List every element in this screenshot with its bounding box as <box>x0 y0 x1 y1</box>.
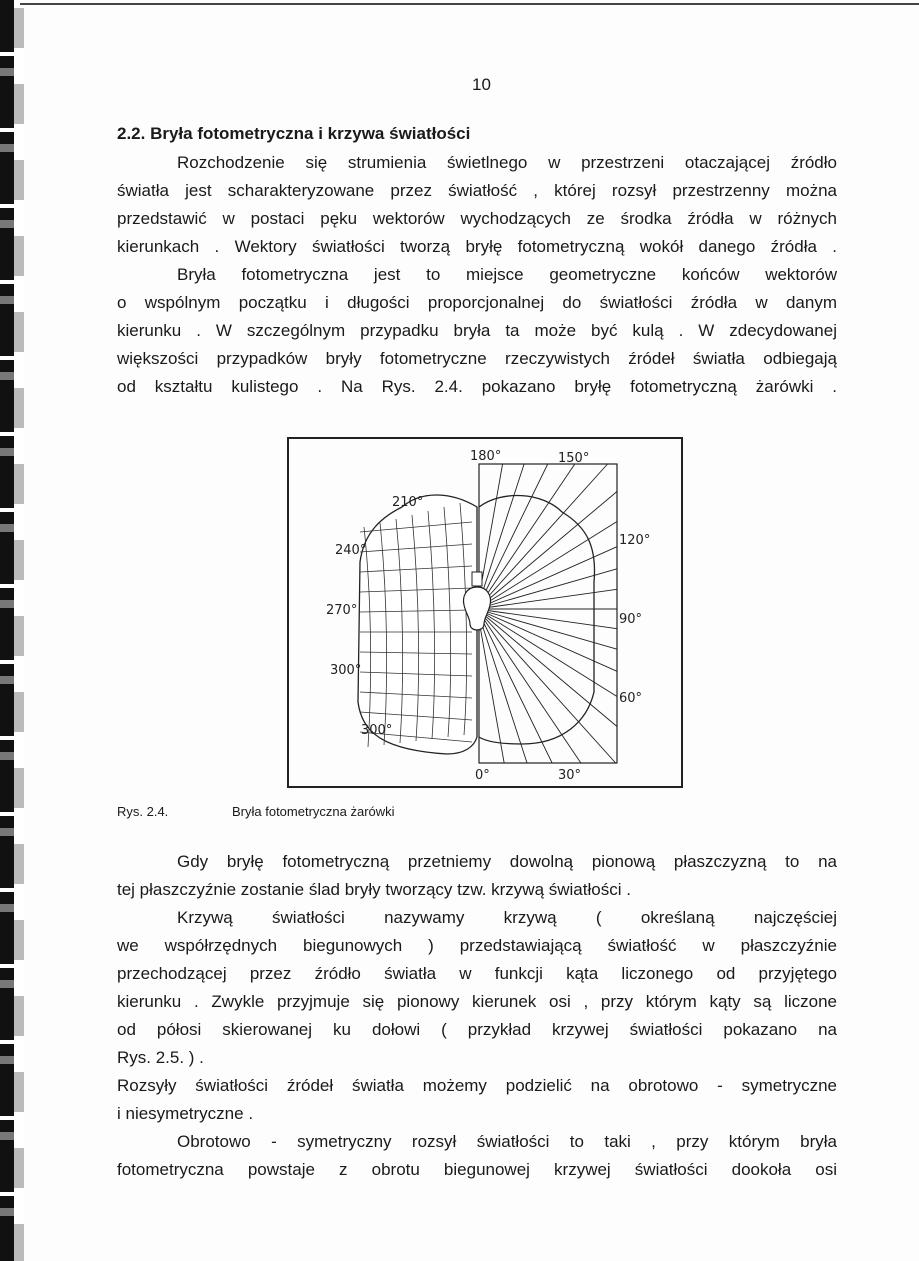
angle-label: 210° <box>392 495 424 510</box>
angle-label: 300° <box>361 723 393 738</box>
paragraph-2 <box>117 261 837 401</box>
text-line: kierunku . W szczególnym przypadku bryła ta może być kulą . W zdecydowanej <box>117 321 837 340</box>
text-line: od kształtu kulistego . Na Rys. 2.4. pokazano bryłę fotometryczną żarówki . <box>117 377 837 396</box>
section-heading: 2.2. Bryła fotometryczna i krzywa światłości <box>117 124 471 143</box>
angle-label: 240° <box>335 543 367 558</box>
angle-label: 0° <box>475 768 490 783</box>
text-line: przechodzącej przez źródło światła w funkcji kąta liczonego od przyjętego <box>117 964 837 983</box>
binding-strip-edge <box>14 0 24 1261</box>
angle-label: 300° <box>330 663 362 678</box>
angle-label: 150° <box>558 451 590 466</box>
figure-caption-text: Bryła fotometryczna żarówki <box>232 804 395 819</box>
light-vectors <box>477 464 617 763</box>
angle-label: 30° <box>558 768 582 783</box>
text-line: we współrzędnych biegunowych ) przedstawiającą światłość w płaszczyźnie <box>117 936 837 955</box>
ray-line <box>477 569 617 609</box>
paragraph-6 <box>117 1128 837 1184</box>
ray-line <box>477 492 617 609</box>
ray-line <box>477 464 608 609</box>
angle-label: 90° <box>619 612 643 627</box>
text-line: światła jest scharakteryzowane przez światłość , której rozsył przestrzenny można <box>117 181 837 200</box>
paragraph-1 <box>117 149 837 261</box>
text-line: kierunkach . Wektory światłości tworzą bryłę fotometryczną wokół danego źródła . <box>117 237 837 256</box>
ray-line <box>477 609 504 763</box>
figure-caption-number: Rys. 2.4. <box>117 804 169 819</box>
text-line: większości przypadków bryły fotometryczne rzeczywistych źródeł światła odbiegają <box>117 349 837 368</box>
angle-label: 180° <box>470 449 502 464</box>
paragraph-4 <box>117 904 837 1072</box>
angle-label: 270° <box>326 603 358 618</box>
ray-line <box>477 609 617 649</box>
text-line: Rozchodzenie się strumienia świetlnego w przestrzeni otaczającej źródło <box>177 153 837 172</box>
ray-line <box>477 609 617 726</box>
photometric-solid-drawing <box>289 439 681 786</box>
text-line: Bryła fotometryczna jest to miejsce geometryczne końców wektorów <box>177 265 837 284</box>
text-line: Rozsyły światłości źródeł światła możemy podzielić na obrotowo - symetryczne <box>117 1076 837 1095</box>
text-line: tej płaszczyźnie zostanie ślad bryły tworzący tzw. krzywą światłości . <box>117 880 631 899</box>
figure-photometric-solid <box>287 437 683 788</box>
ray-line <box>477 464 524 609</box>
paragraph-3 <box>117 848 837 904</box>
page-number: 10 <box>472 75 491 94</box>
text-line: o wspólnym początku i długości proporcjonalnej do światłości źródła w danym <box>117 293 837 312</box>
page-top-edge <box>20 3 919 5</box>
right-lobe <box>479 496 595 744</box>
text-line: i niesymetryczne . <box>117 1104 254 1123</box>
text-line: od półosi skierowanej ku dołowi ( przykład krzywej światłości pokazano na <box>117 1020 837 1039</box>
angle-label: 60° <box>619 691 643 706</box>
text-line: Gdy bryłę fotometryczną przetniemy dowolną pionową płaszczyzną to na <box>177 852 837 871</box>
text-line: kierunku . Zwykle przyjmuje się pionowy kierunek osi , przy którym kąty są liczone <box>117 992 837 1011</box>
paragraph-5 <box>117 1072 837 1128</box>
text-line: Obrotowo - symetryczny rozsył światłości to taki , przy którym bryła <box>177 1132 837 1151</box>
bulb-base <box>472 572 482 586</box>
ray-line <box>477 609 616 763</box>
text-line: fotometryczna powstaje z obrotu biegunowej krzywej światłości dookoła osi <box>117 1160 837 1179</box>
text-line: Rys. 2.5. ) . <box>117 1048 204 1067</box>
text-line: przedstawić w postaci pęku wektorów wychodzących ze środka źródła w różnych <box>117 209 837 228</box>
text-line: Krzywą światłości nazywamy krzywą ( określaną najczęściej <box>177 908 837 927</box>
angle-label: 120° <box>619 533 651 548</box>
